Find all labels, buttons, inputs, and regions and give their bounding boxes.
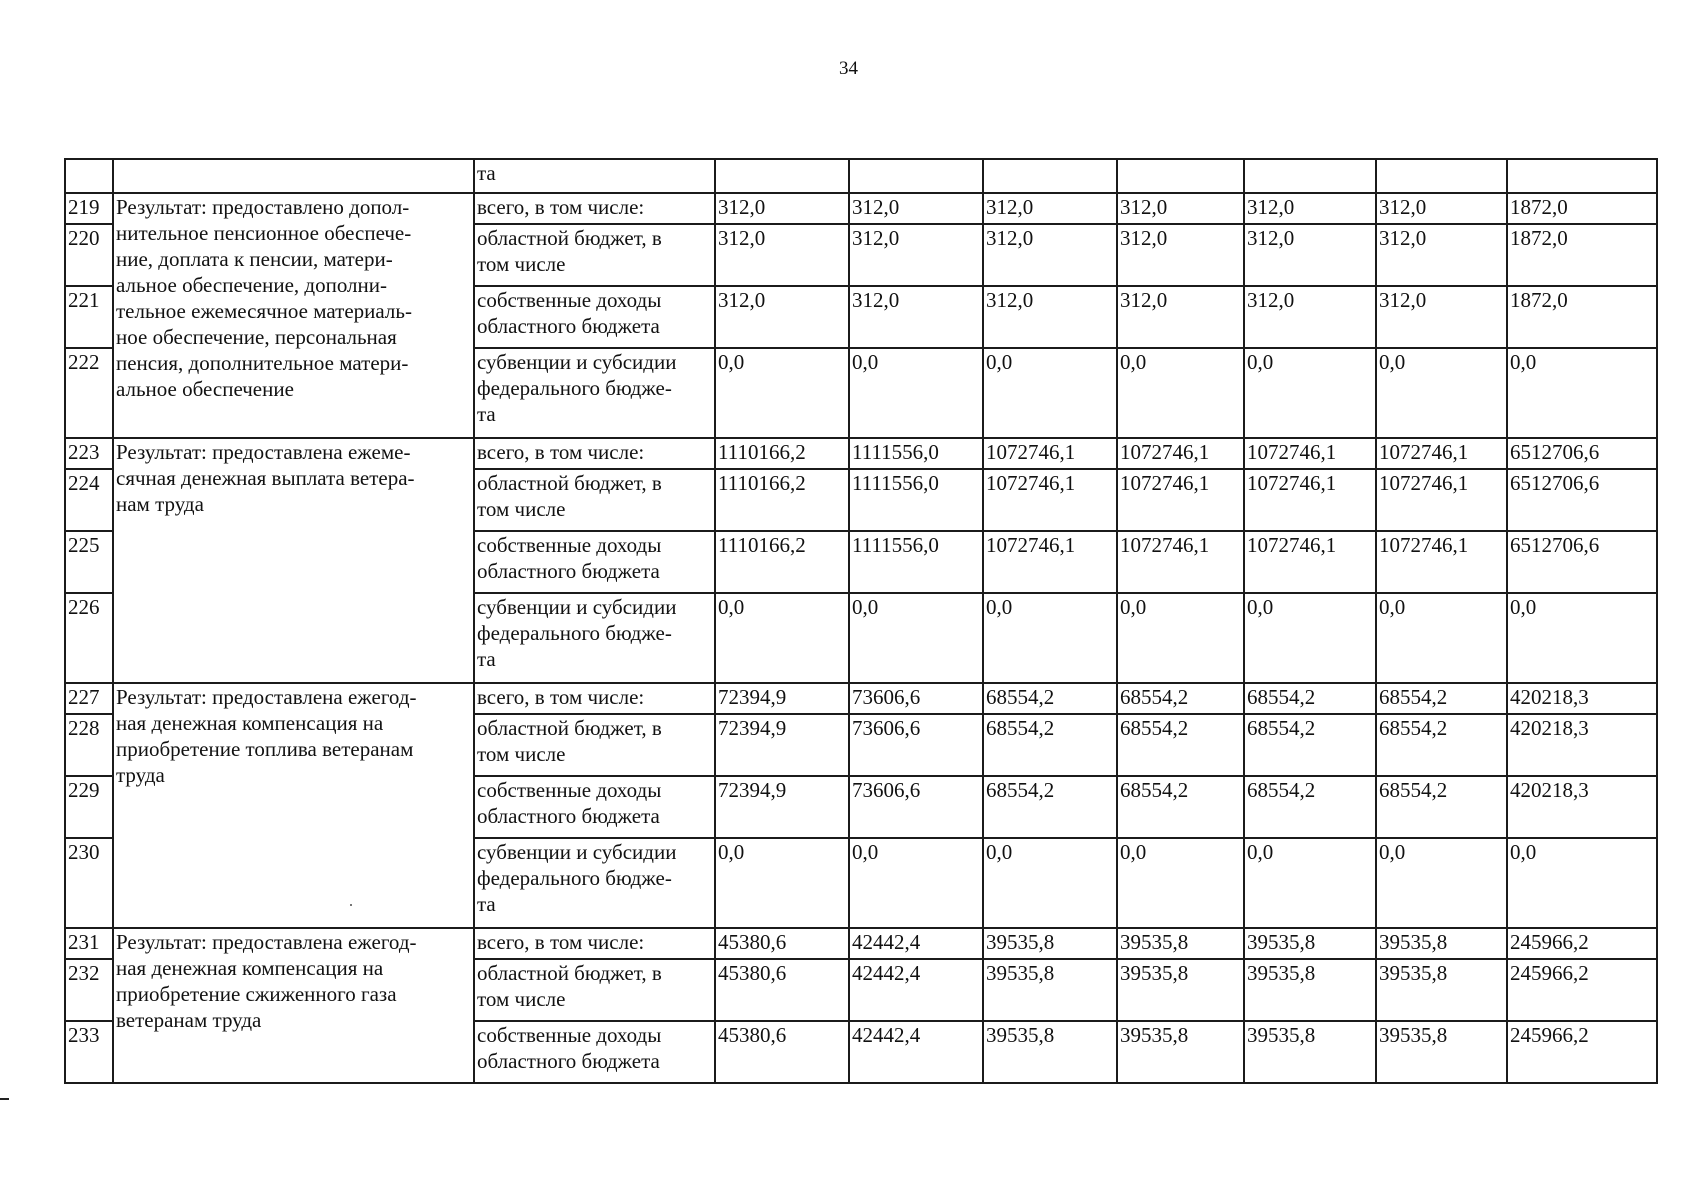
table-row — [65, 928, 1657, 959]
year-value: 0,0 — [1376, 348, 1507, 438]
year-value: 68554,2 — [983, 776, 1117, 838]
year-value: 42442,4 — [849, 1021, 983, 1083]
year-value: 39535,8 — [1117, 928, 1244, 959]
margin-mark — [0, 1098, 9, 1100]
number-cell — [65, 159, 113, 193]
table-body — [65, 159, 1657, 1083]
year-value: 1072746,1 — [1117, 438, 1244, 469]
year-value: 1111556,0 — [849, 469, 983, 531]
year-value: 39535,8 — [983, 959, 1117, 1021]
total-value: 1872,0 — [1507, 224, 1657, 286]
funding-source: областной бюджет, в том числе — [474, 469, 715, 531]
total-value: 6512706,6 — [1507, 438, 1657, 469]
year-value: 39535,8 — [1244, 959, 1376, 1021]
year-value: 312,0 — [983, 224, 1117, 286]
year-value: 0,0 — [1376, 593, 1507, 683]
value-cell — [715, 159, 849, 193]
year-value: 68554,2 — [1117, 776, 1244, 838]
year-value: 312,0 — [715, 286, 849, 348]
year-value: 73606,6 — [849, 683, 983, 714]
year-value: 68554,2 — [1376, 683, 1507, 714]
result-description: Результат: предоставлена ежегод- ная денежная компенсация на приобретение сжиженного газа ветеранам труда — [113, 928, 474, 1083]
year-value: 0,0 — [983, 348, 1117, 438]
year-value: 0,0 — [1117, 348, 1244, 438]
year-value: 1110166,2 — [715, 531, 849, 593]
total-cell — [1507, 159, 1657, 193]
year-value: 0,0 — [715, 838, 849, 928]
year-value: 39535,8 — [983, 1021, 1117, 1083]
value-cell — [849, 159, 983, 193]
year-value: 1110166,2 — [715, 438, 849, 469]
year-value: 312,0 — [1244, 193, 1376, 224]
total-value: 245966,2 — [1507, 959, 1657, 1021]
result-cell — [113, 159, 474, 193]
year-value: 312,0 — [983, 193, 1117, 224]
year-value: 1072746,1 — [1376, 438, 1507, 469]
total-value: 245966,2 — [1507, 928, 1657, 959]
total-value: 1872,0 — [1507, 286, 1657, 348]
funding-source: областной бюджет, в том числе — [474, 714, 715, 776]
table-row — [65, 683, 1657, 714]
year-value: 312,0 — [1376, 193, 1507, 224]
total-value: 6512706,6 — [1507, 469, 1657, 531]
year-value: 1072746,1 — [1244, 531, 1376, 593]
row-number: 224 — [65, 469, 113, 531]
year-value: 42442,4 — [849, 928, 983, 959]
funding-source: всего, в том числе: — [474, 683, 715, 714]
year-value: 39535,8 — [1244, 928, 1376, 959]
year-value: 72394,9 — [715, 683, 849, 714]
total-value: 420218,3 — [1507, 776, 1657, 838]
funding-source: собственные доходы областного бюджета — [474, 286, 715, 348]
year-value: 312,0 — [1117, 193, 1244, 224]
year-value: 0,0 — [1244, 593, 1376, 683]
year-value: 45380,6 — [715, 928, 849, 959]
year-value: 68554,2 — [1244, 776, 1376, 838]
year-value: 68554,2 — [1117, 683, 1244, 714]
year-value: 1111556,0 — [849, 531, 983, 593]
year-value: 45380,6 — [715, 1021, 849, 1083]
year-value: 0,0 — [849, 348, 983, 438]
year-value: 0,0 — [715, 593, 849, 683]
year-value: 39535,8 — [1376, 959, 1507, 1021]
year-value: 312,0 — [715, 224, 849, 286]
table-row — [65, 193, 1657, 224]
year-value: 1072746,1 — [1376, 469, 1507, 531]
year-value: 1111556,0 — [849, 438, 983, 469]
year-value: 72394,9 — [715, 714, 849, 776]
year-value: 312,0 — [1376, 286, 1507, 348]
row-number: 227 — [65, 683, 113, 714]
year-value: 1110166,2 — [715, 469, 849, 531]
funding-source: субвенции и субсидии федерального бюдже- та — [474, 593, 715, 683]
funding-source: собственные доходы областного бюджета — [474, 531, 715, 593]
year-value: 1072746,1 — [983, 531, 1117, 593]
year-value: 0,0 — [1244, 348, 1376, 438]
row-number: 228 — [65, 714, 113, 776]
year-value: 73606,6 — [849, 714, 983, 776]
row-number: 231 — [65, 928, 113, 959]
row-number: 233 — [65, 1021, 113, 1083]
year-value: 0,0 — [1376, 838, 1507, 928]
result-description: Результат: предоставлена ежегод- ная денежная компенсация на приобретение топлива ветеранам труда — [113, 683, 474, 928]
total-value: 0,0 — [1507, 838, 1657, 928]
value-cell — [1117, 159, 1244, 193]
total-value: 0,0 — [1507, 593, 1657, 683]
year-value: 0,0 — [1117, 838, 1244, 928]
year-value: 312,0 — [849, 224, 983, 286]
row-number: 223 — [65, 438, 113, 469]
year-value: 72394,9 — [715, 776, 849, 838]
row-number: 220 — [65, 224, 113, 286]
year-value: 0,0 — [983, 593, 1117, 683]
total-value: 0,0 — [1507, 348, 1657, 438]
funding-source: областной бюджет, в том числе — [474, 959, 715, 1021]
year-value: 1072746,1 — [983, 469, 1117, 531]
row-number: 230 — [65, 838, 113, 928]
year-value: 39535,8 — [1376, 928, 1507, 959]
funding-source: собственные доходы областного бюджета — [474, 776, 715, 838]
page-number: 34 — [839, 58, 858, 79]
year-value: 1072746,1 — [1117, 469, 1244, 531]
funding-source: субвенции и субсидии федерального бюдже- та — [474, 348, 715, 438]
year-value: 312,0 — [1244, 224, 1376, 286]
year-value: 73606,6 — [849, 776, 983, 838]
total-value: 420218,3 — [1507, 714, 1657, 776]
year-value: 312,0 — [1244, 286, 1376, 348]
row-number: 232 — [65, 959, 113, 1021]
year-value: 0,0 — [715, 348, 849, 438]
table-row — [65, 438, 1657, 469]
year-value: 312,0 — [849, 286, 983, 348]
value-cell — [983, 159, 1117, 193]
year-value: 39535,8 — [983, 928, 1117, 959]
year-value: 1072746,1 — [1244, 469, 1376, 531]
year-value: 68554,2 — [1376, 776, 1507, 838]
row-number: 229 — [65, 776, 113, 838]
funding-source: всего, в том числе: — [474, 438, 715, 469]
year-value: 39535,8 — [1117, 959, 1244, 1021]
year-value: 1072746,1 — [1376, 531, 1507, 593]
result-description: Результат: предоставлено допол- нительное пенсионное обеспече- ние, доплата к пенсии, матери- альное обеспечение, дополни- тельное ежемесячное материаль- ное обеспечение, персональная пенсия, дополнительное матери- альное обеспечение — [113, 193, 474, 438]
year-value: 45380,6 — [715, 959, 849, 1021]
year-value: 39535,8 — [1117, 1021, 1244, 1083]
year-value: 1072746,1 — [1244, 438, 1376, 469]
year-value: 0,0 — [1117, 593, 1244, 683]
year-value: 312,0 — [715, 193, 849, 224]
funding-source: всего, в том числе: — [474, 928, 715, 959]
funding-source: субвенции и субсидии федерального бюдже- та — [474, 838, 715, 928]
row-number: 221 — [65, 286, 113, 348]
year-value: 312,0 — [1117, 224, 1244, 286]
result-description: Результат: предоставлена ежеме- сячная денежная выплата ветера- нам труда — [113, 438, 474, 683]
year-value: 312,0 — [983, 286, 1117, 348]
year-value: 312,0 — [849, 193, 983, 224]
row-number: 219 — [65, 193, 113, 224]
budget-table — [64, 158, 1658, 1084]
year-value: 42442,4 — [849, 959, 983, 1021]
row-number: 226 — [65, 593, 113, 683]
funding-source: всего, в том числе: — [474, 193, 715, 224]
year-value: 39535,8 — [1376, 1021, 1507, 1083]
year-value: 68554,2 — [983, 683, 1117, 714]
year-value: 39535,8 — [1244, 1021, 1376, 1083]
year-value: 1072746,1 — [1117, 531, 1244, 593]
year-value: 68554,2 — [1376, 714, 1507, 776]
funding-source: собственные доходы областного бюджета — [474, 1021, 715, 1083]
year-value: 68554,2 — [1117, 714, 1244, 776]
year-value: 0,0 — [1244, 838, 1376, 928]
year-value: 0,0 — [983, 838, 1117, 928]
total-value: 420218,3 — [1507, 683, 1657, 714]
year-value: 0,0 — [849, 838, 983, 928]
total-value: 6512706,6 — [1507, 531, 1657, 593]
value-cell — [1244, 159, 1376, 193]
year-value: 68554,2 — [983, 714, 1117, 776]
year-value: 68554,2 — [1244, 714, 1376, 776]
carry-over-row — [65, 159, 1657, 193]
total-value: 1872,0 — [1507, 193, 1657, 224]
source-cell: та — [474, 159, 715, 193]
total-value: 245966,2 — [1507, 1021, 1657, 1083]
funding-source: областной бюджет, в том числе — [474, 224, 715, 286]
year-value: 1072746,1 — [983, 438, 1117, 469]
row-number: 225 — [65, 531, 113, 593]
year-value: 312,0 — [1117, 286, 1244, 348]
row-number: 222 — [65, 348, 113, 438]
year-value: 0,0 — [849, 593, 983, 683]
year-value: 312,0 — [1376, 224, 1507, 286]
value-cell — [1376, 159, 1507, 193]
year-value: 68554,2 — [1244, 683, 1376, 714]
